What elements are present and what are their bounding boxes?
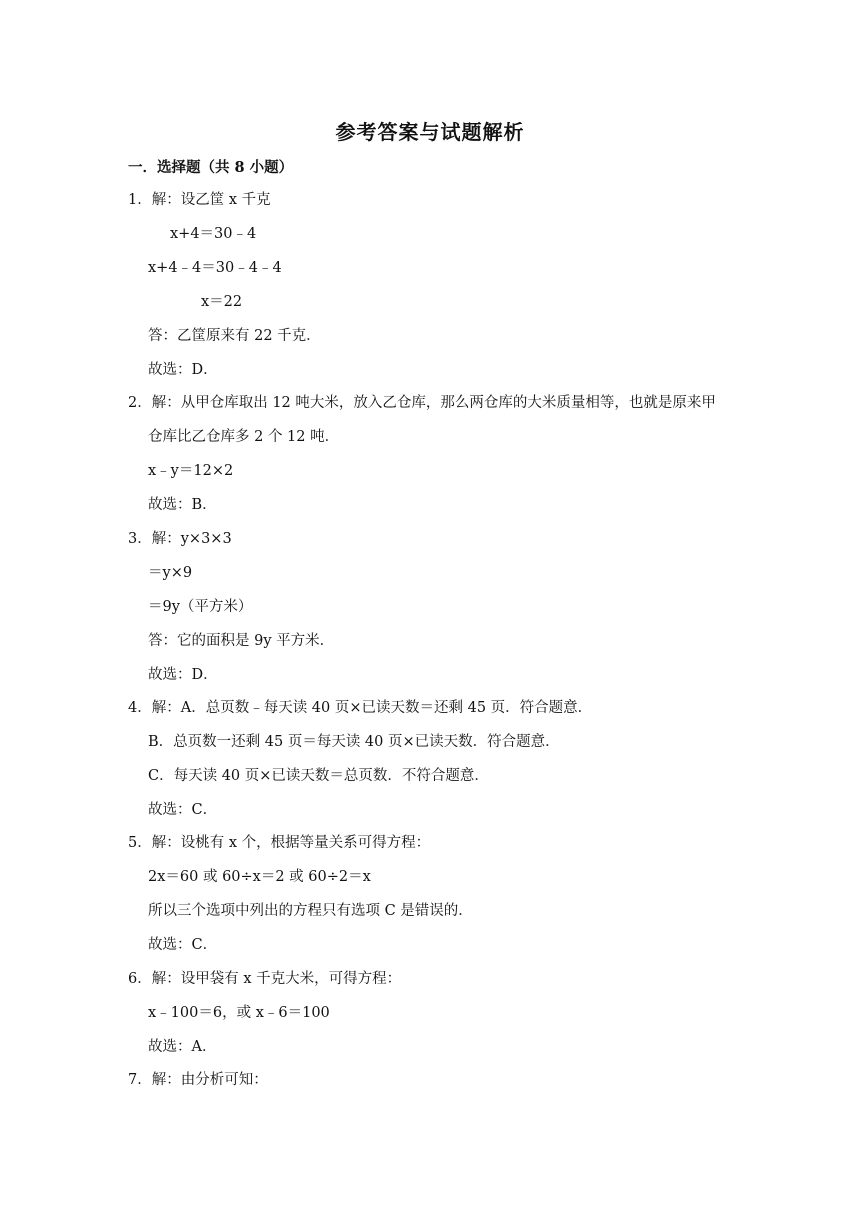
- answer-line: 6．解：设甲袋有 x 千克大米，可得方程：: [128, 971, 402, 987]
- page-title: 参考答案与试题解析: [335, 120, 525, 144]
- answer-line: 所以三个选项中列出的方程只有选项 C 是错误的．: [148, 903, 473, 919]
- answer-line: 4．解：A．总页数﹣每天读 40 页×已读天数＝还剩 45 页．符合题意．: [128, 700, 593, 716]
- answer-line: 答：乙筐原来有 22 千克．: [148, 328, 321, 344]
- answer-line: C．每天读 40 页×已读天数＝总页数．不符合题意．: [148, 768, 489, 784]
- answer-line: 5．解：设桃有 x 个，根据等量关系可得方程：: [128, 835, 431, 851]
- answer-line: 故选：C．: [148, 802, 218, 818]
- answer-line: x+4＝30﹣4: [170, 226, 257, 242]
- answer-line: x﹣y＝12×2: [148, 463, 234, 479]
- answer-line: 1．解：设乙筐 x 千克: [128, 192, 271, 208]
- answer-line: 故选：D．: [148, 667, 218, 683]
- answer-line: 仓库比乙仓库多 2 个 12 吨．: [148, 429, 340, 445]
- answer-line: 2x＝60 或 60÷x＝2 或 60÷2＝x: [148, 869, 371, 885]
- answer-line: x﹣100＝6，或 x﹣6＝100: [148, 1005, 330, 1021]
- answer-line: 故选：B．: [148, 497, 217, 513]
- answer-line: 3．解：y×3×3: [128, 531, 232, 547]
- section-heading: 一．选择题（共 8 小题）: [128, 159, 294, 176]
- answer-line: ＝y×9: [148, 565, 193, 581]
- answer-line: B．总页数一还剩 45 页＝每天读 40 页×已读天数．符合题意．: [148, 734, 560, 750]
- answer-line: 答：它的面积是 9y 平方米．: [148, 633, 335, 649]
- answer-line: x+4﹣4＝30﹣4﹣4: [148, 260, 282, 276]
- answer-line: x＝22: [201, 294, 243, 310]
- answer-line: 故选：D．: [148, 362, 218, 378]
- answer-line: 故选：C．: [148, 937, 218, 953]
- answer-line: ＝9y（平方米）: [148, 599, 253, 615]
- answer-line: 故选：A．: [148, 1039, 217, 1055]
- answer-line: 2．解：从甲仓库取出 12 吨大米，放入乙仓库，那么两仓库的大米质量相等，也就是原来甲: [128, 395, 716, 411]
- answer-line: 7．解：由分析可知：: [128, 1072, 268, 1088]
